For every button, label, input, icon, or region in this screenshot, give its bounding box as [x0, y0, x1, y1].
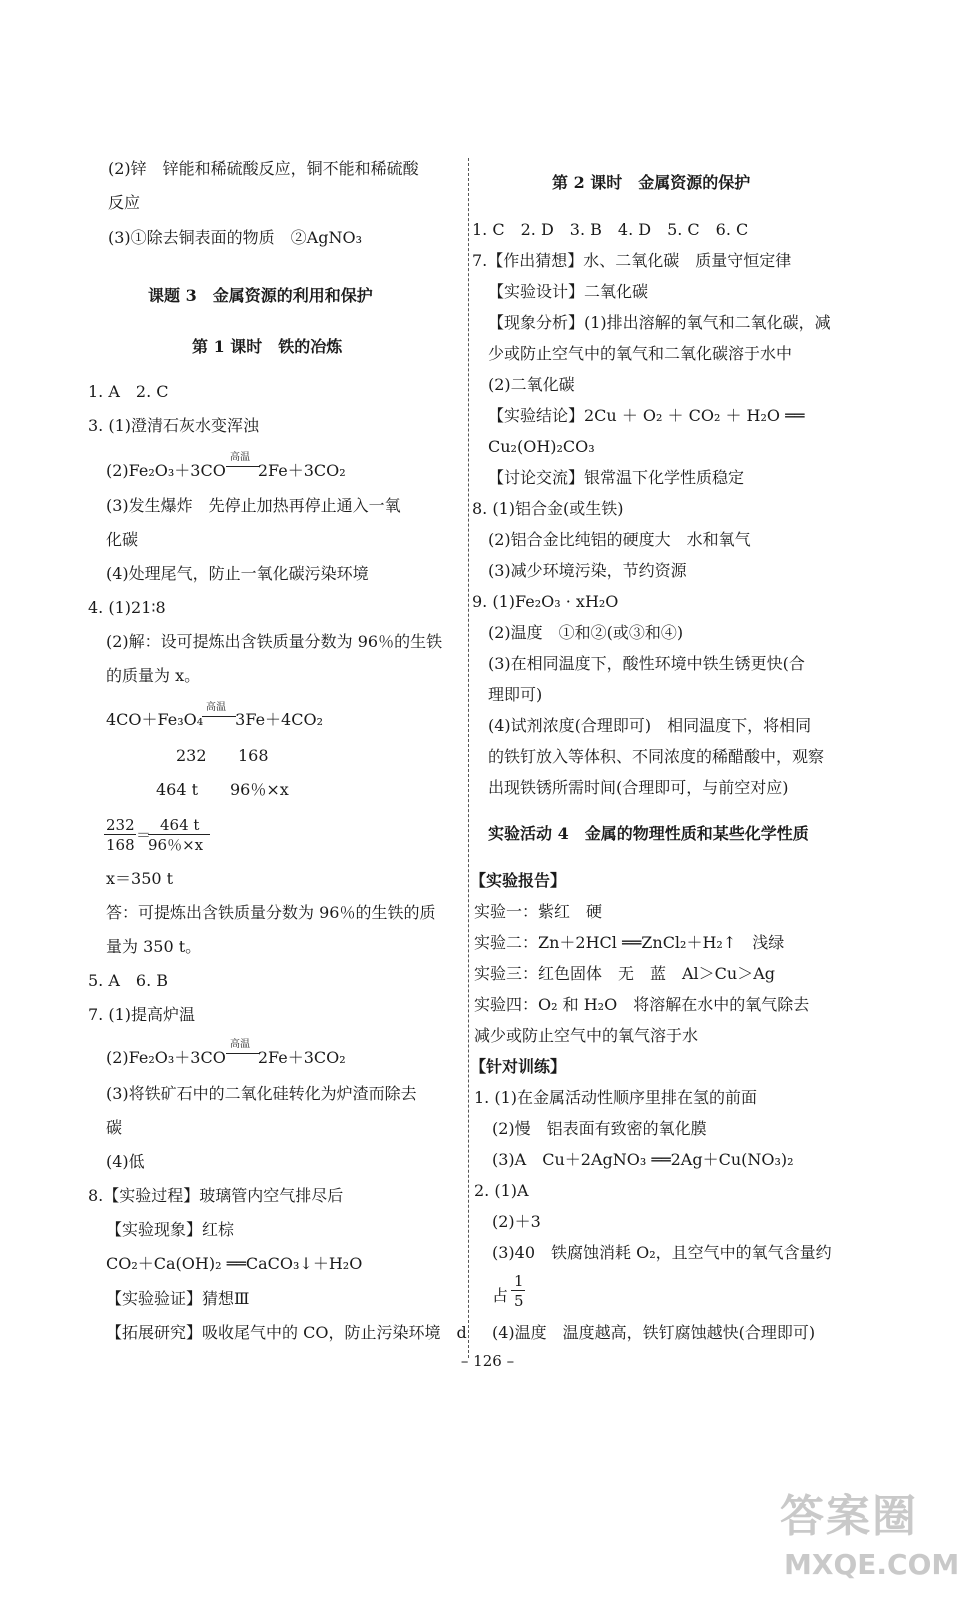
answer-3-3b: 化碳 [106, 530, 139, 549]
experiment-3: 实验三：红色固体 无 蓝 Al＞Cu＞Ag [474, 964, 776, 983]
answer-8-2: 【实验现象】红棕 [106, 1220, 235, 1239]
answer-r-8-3: (3)减少环境污染，节约资源 [488, 561, 687, 580]
experiment-2: 实验二：Zn＋2HCl ══ZnCl₂＋H₂↑ 浅绿 [474, 933, 785, 952]
condition-high-temp-2: 高温 [206, 702, 226, 713]
training-1-2: (2)慢 铝表面有致密的氧化膜 [492, 1119, 707, 1138]
answer-r-7-5b: Cu₂(OH)₂CO₃ [488, 437, 595, 456]
answer-3-2: (2)Fe₂O₃＋3CO 2Fe＋3CO₂ [106, 461, 346, 480]
answer-r-9-3b: 理即可) [488, 685, 543, 704]
answer-r-9-2: (2)温度 ①和②(或③和④) [488, 623, 684, 642]
section-title-activity4: 实验活动 4 金属的物理性质和某些化学性质 [488, 824, 809, 843]
fraction-2-top: 464 t [160, 816, 200, 834]
experiment-4: 实验四：O₂ 和 H₂O 将溶解在水中的氧气除去 [474, 995, 810, 1014]
reaction-line-3 [226, 1053, 260, 1054]
training-2-4: (4)温度 温度越高，铁钉腐蚀越快(合理即可) [492, 1323, 816, 1342]
answer-3-4: (4)处理尾气，防止一氧化碳污染环境 [106, 564, 369, 583]
section-title-lesson2: 第 2 课时 金属资源的保护 [552, 173, 751, 192]
answer-r-1-6: 1. C 2. D 3. B 4. D 5. C 6. C [472, 220, 749, 239]
experiment-4b: 减少或防止空气中的氧气溶于水 [474, 1026, 699, 1045]
watermark-domain: MXQE.COM [784, 1548, 960, 1581]
answer-7-2: (2)Fe₂O₃＋3CO 2Fe＋3CO₂ [106, 1048, 346, 1067]
section-title-topic3: 课题 3 金属资源的利用和保护 [148, 286, 373, 305]
answer-7-4: (4)低 [106, 1152, 145, 1171]
mass-232: 232 [176, 746, 207, 765]
answer-r-7-5: 【实验结论】2Cu ＋ O₂ ＋ CO₂ ＋ H₂O ══ [488, 406, 805, 425]
training-2-2: (2)＋3 [492, 1212, 541, 1231]
answer-statement-2: 量为 350 t。 [106, 937, 202, 956]
answer-7-3b: 碳 [106, 1118, 123, 1137]
result-x: x＝350 t [106, 869, 174, 888]
answer-r-7-2: 【实验设计】二氧化碳 [488, 282, 649, 301]
answer-r-7-4: (2)二氧化碳 [488, 375, 575, 394]
training-1-3: (3)A Cu＋2AgNO₃ ══2Ag＋Cu(NO₃)₂ [492, 1150, 794, 1169]
answer-1-2: 1. A 2. C [88, 382, 169, 401]
answer-7-3: (3)将铁矿石中的二氧化硅转化为炉渣而除去 [106, 1084, 417, 1103]
condition-high-temp: 高温 [230, 452, 250, 463]
fraction-1-5-bottom: 5 [514, 1292, 524, 1310]
reaction-line [226, 466, 260, 467]
answer-r-8: 8. (1)铝合金(或生铁) [472, 499, 624, 518]
experiment-1: 实验一：紫红 硬 [474, 902, 603, 921]
fraction-1-5-bar [511, 1290, 525, 1291]
training-2: 2. (1)A [474, 1181, 529, 1200]
answer-7-1: 7. (1)提高炉温 [88, 1005, 196, 1024]
equation-fe3o4: 4CO＋Fe₃O₄ 3Fe＋4CO₂ [106, 710, 324, 729]
answer-r-9-4: (4)试剂浓度(合理即可) 相同温度下，将相同 [488, 716, 812, 735]
mass-168: 168 [238, 746, 269, 765]
fraction-2-bottom: 96％×x [148, 836, 204, 854]
mass-464t: 464 t [156, 780, 199, 799]
training-2-3: (3)40 铁腐蚀消耗 O₂，且空气中的氧气含量约 [492, 1243, 832, 1262]
answer-statement-1: 答：可提炼出含铁质量分数为 96％的生铁的质 [106, 903, 436, 922]
fraction-1-bottom: 168 [106, 836, 135, 854]
condition-high-temp-3: 高温 [230, 1039, 250, 1050]
answer-r-9: 9. (1)Fe₂O₃ · xH₂O [472, 592, 619, 611]
left-line-1: (2)锌 锌能和稀硫酸反应，铜不能和稀硫酸 [108, 159, 419, 178]
training-1: 1. (1)在金属活动性顺序里排在氢的前面 [474, 1088, 758, 1107]
answer-r-7: 7.【作出猜想】水、二氧化碳 质量守恒定律 [472, 251, 792, 270]
page-number: – 126 – [460, 1352, 515, 1370]
reaction-line-2 [202, 716, 236, 717]
experiment-report-heading: 【实验报告】 [470, 871, 567, 890]
training-2-3b: 占 [492, 1286, 509, 1305]
answer-r-7-3: 【现象分析】(1)排出溶解的氧气和二氧化碳，减 [488, 313, 831, 332]
answer-r-8-2: (2)铝合金比纯铝的硬度大 水和氧气 [488, 530, 751, 549]
watermark-text: 答案圈 [780, 1491, 918, 1542]
answer-8-3: CO₂＋Ca(OH)₂ ══CaCO₃↓＋H₂O [106, 1254, 363, 1273]
fraction-2-bar [148, 834, 210, 835]
answer-4-1: 4. (1)21∶8 [88, 598, 166, 617]
left-line-3: (3)①除去铜表面的物质 ②AgNO₃ [108, 228, 362, 247]
section-title-lesson1: 第 1 课时 铁的冶炼 [192, 337, 343, 356]
answer-5-6: 5. A 6. B [88, 971, 169, 990]
answer-4-2b: 的质量为 x。 [106, 666, 201, 685]
left-line-2: 反应 [108, 193, 141, 212]
fraction-1-bar [104, 834, 136, 835]
answer-r-9-3: (3)在相同温度下，酸性环境中铁生锈更快(合 [488, 654, 805, 673]
answer-8-1: 8.【实验过程】玻璃管内空气排尽后 [88, 1186, 344, 1205]
watermark-logo [780, 1480, 960, 1590]
fraction-1-5-top: 1 [514, 1272, 524, 1290]
fraction-equals: ＝ [136, 826, 152, 844]
answer-r-9-4b: 的铁钉放入等体积、不同浓度的稀醋酸中，观察 [488, 747, 825, 766]
mass-96x: 96％×x [230, 780, 289, 799]
answer-8-4: 【实验验证】猜想Ⅲ [106, 1289, 250, 1308]
answer-r-7-6: 【讨论交流】银常温下化学性质稳定 [488, 468, 745, 487]
training-heading: 【针对训练】 [470, 1057, 567, 1076]
answer-4-2: (2)解：设可提炼出含铁质量分数为 96％的生铁 [106, 632, 443, 651]
answer-r-9-4c: 出现铁锈所需时间(合理即可，与前空对应) [488, 778, 789, 797]
answer-3-3: (3)发生爆炸 先停止加热再停止通入一氧 [106, 496, 401, 515]
fraction-1-top: 232 [106, 816, 135, 834]
answer-r-7-3b: 少或防止空气中的氧气和二氧化碳溶于水中 [488, 344, 793, 363]
column-divider [468, 158, 469, 1358]
answer-8-5: 【拓展研究】吸收尾气中的 CO，防止污染环境 d [106, 1323, 467, 1342]
answer-3-1: 3. (1)澄清石灰水变浑浊 [88, 416, 260, 435]
